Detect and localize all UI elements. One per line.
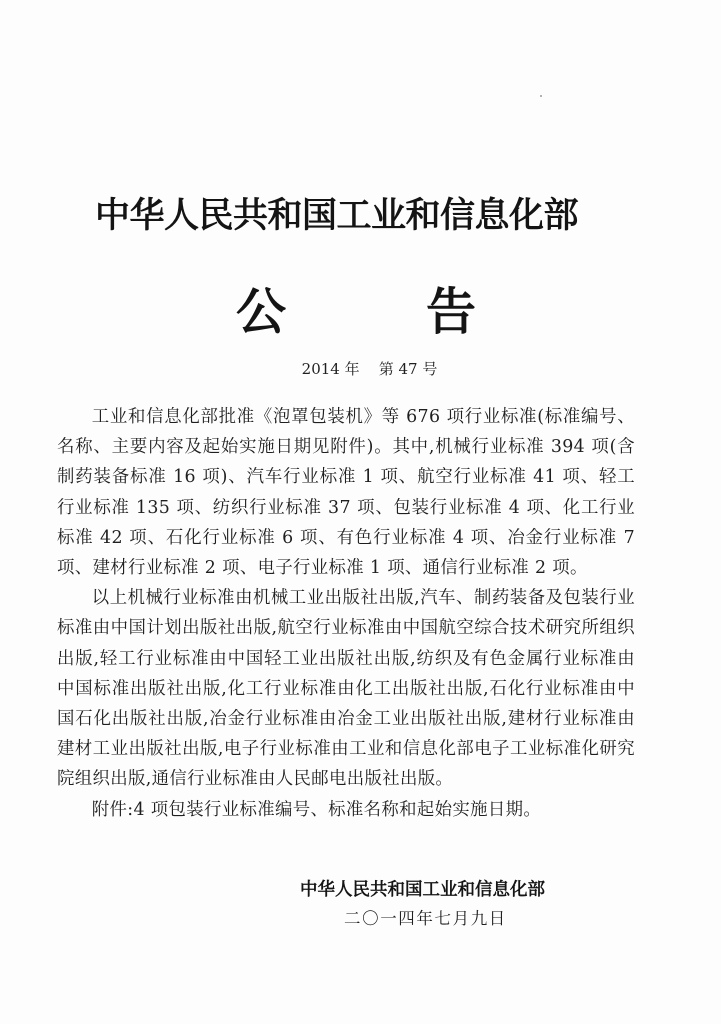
signature-date: 二〇一四年七月九日 <box>344 909 507 928</box>
document-type-heading <box>236 272 476 344</box>
issue-number-line <box>0 358 721 379</box>
scan-speck <box>540 95 542 97</box>
doc-type-char-1: 公 <box>236 283 286 341</box>
issue-year: 2014 年 <box>301 360 360 378</box>
issuer-title: 中华人民共和国工业和信息化部 <box>95 196 579 236</box>
signature-issuer: 中华人民共和国工业和信息化部 <box>300 880 545 900</box>
announcement-body <box>57 402 635 825</box>
attachment-note: 附件:4 项包装行业标准编号、标准名称和起始实施日期。 <box>91 799 542 820</box>
body-paragraph: 以上机械行业标准由机械工业出版社出版,汽车、制药装备及包装行业标准由中国计划出版社出版,航空行业标准由中国航空综合技术研究所组织出版,轻工行业标准由中国轻工业出版社出版,纺织及有色金属行业标准由中国标准出版社出版,化工行业标准由化工出版社出版,石化行业标准由中国石化出版社出版,冶金行业标准由冶金工业出版社出版,建材行业标准由建材工业出版社出版,电子行业标准由工业和信息化部电子工业标准化研究院组织出版,通信行业标准由人民邮电出版社出版。 <box>57 588 635 790</box>
doc-type-char-2: 告 <box>426 283 476 341</box>
body-paragraph: 工业和信息化部批准《泡罩包装机》等 676 项行业标准(标准编号、名称、主要内容及起始实施日期见附件)。其中,机械行业标准 394 项(含制药装备标准 16 项)、汽车行业标准 1 项、航空行业标准 41 项、轻工行业标准 135 项、纺织行业标准 37 项、包装行业标准 4 项、化工行业标准 42 项、石化行业标准 6 项、有色行业标准 4 项、冶金行业标准 7 项、建材行业标准 2 项、电子行业标准 1 项、通信行业标准 2 项。 <box>57 407 635 579</box>
issue-number: 第 47 号 <box>378 360 438 378</box>
